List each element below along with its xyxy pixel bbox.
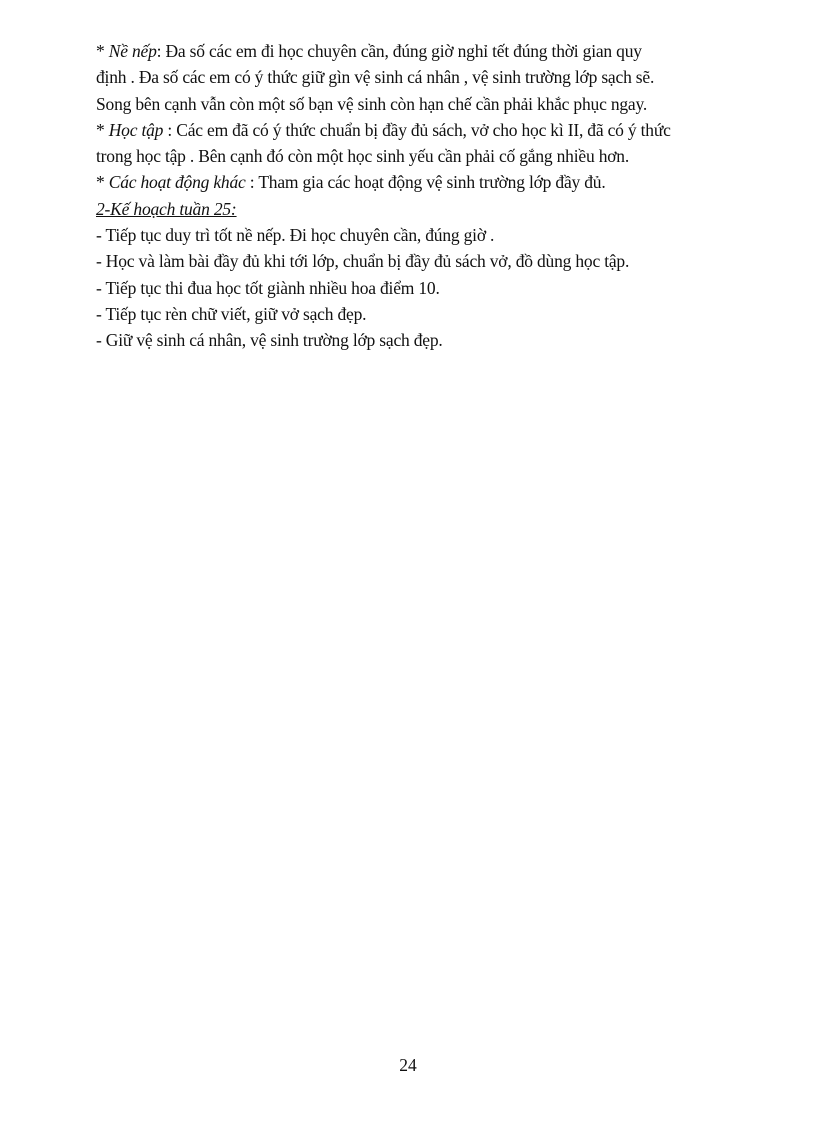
plan-item: - Học và làm bài đầy đủ khi tới lớp, chuẩn bị đầy đủ sách vở, đồ dùng học tập. xyxy=(96,251,630,272)
hoat-dong-label: Các hoạt động khác xyxy=(108,172,246,193)
ne-nep-line-1 xyxy=(96,38,756,64)
plan-item: - Tiếp tục duy trì tốt nề nếp. Đi học chuyên cần, đúng giờ . xyxy=(96,225,495,246)
hoat-dong-text: Tham gia các hoạt động vệ sinh trường lớp đầy đủ. xyxy=(258,172,606,193)
document-body xyxy=(96,38,756,354)
hoc-tap-paragraph xyxy=(96,117,756,170)
hoc-tap-label: Học tập xyxy=(108,119,164,140)
ne-nep-line-2: định . Đa số các em có ý thức giữ gìn vệ sinh cá nhân , vệ sinh trường lớp sạch sẽ. xyxy=(96,67,655,88)
ne-nep-label: Nề nếp xyxy=(108,41,157,61)
plan-item: - Giữ vệ sinh cá nhân, vệ sinh trường lớp sạch đẹp. xyxy=(96,330,443,351)
plan-heading: 2-Kế hoạch tuần 25: xyxy=(96,198,237,219)
hoc-tap-line-2: trong học tập . Bên cạnh đó còn một học sinh yếu cần phải cố gắng nhiều hơn. xyxy=(96,146,630,167)
hoc-tap-separator: : xyxy=(163,119,177,140)
ne-nep-bullet: * xyxy=(96,41,109,61)
plan-list xyxy=(96,222,756,353)
hoat-dong-separator: : xyxy=(245,172,259,193)
hoat-dong-paragraph xyxy=(96,169,756,195)
plan-item: - Tiếp tục thi đua học tốt giành nhiều hoa điểm 10. xyxy=(96,277,440,298)
hoat-dong-line xyxy=(96,169,756,195)
plan-item: - Tiếp tục rèn chữ viết, giữ vở sạch đẹp. xyxy=(96,303,367,324)
hoc-tap-line-1 xyxy=(96,117,756,143)
hoc-tap-bullet: * xyxy=(96,119,109,140)
ne-nep-separator: : xyxy=(156,41,166,61)
hoat-dong-bullet: * xyxy=(96,172,109,193)
page-number: 24 xyxy=(399,1055,417,1075)
ne-nep-text-1: Đa số các em đi học chuyên cần, đúng giờ nghỉ tết đúng thời gian quy xyxy=(165,41,642,61)
ne-nep-paragraph xyxy=(96,38,756,117)
ne-nep-line-3: Song bên cạnh vẫn còn một số bạn vệ sinh còn hạn chế cần phải khắc phục ngay. xyxy=(96,93,648,114)
hoc-tap-text-1: Các em đã có ý thức chuẩn bị đầy đủ sách, vở cho học kì II, đã có ý thức xyxy=(176,119,671,140)
